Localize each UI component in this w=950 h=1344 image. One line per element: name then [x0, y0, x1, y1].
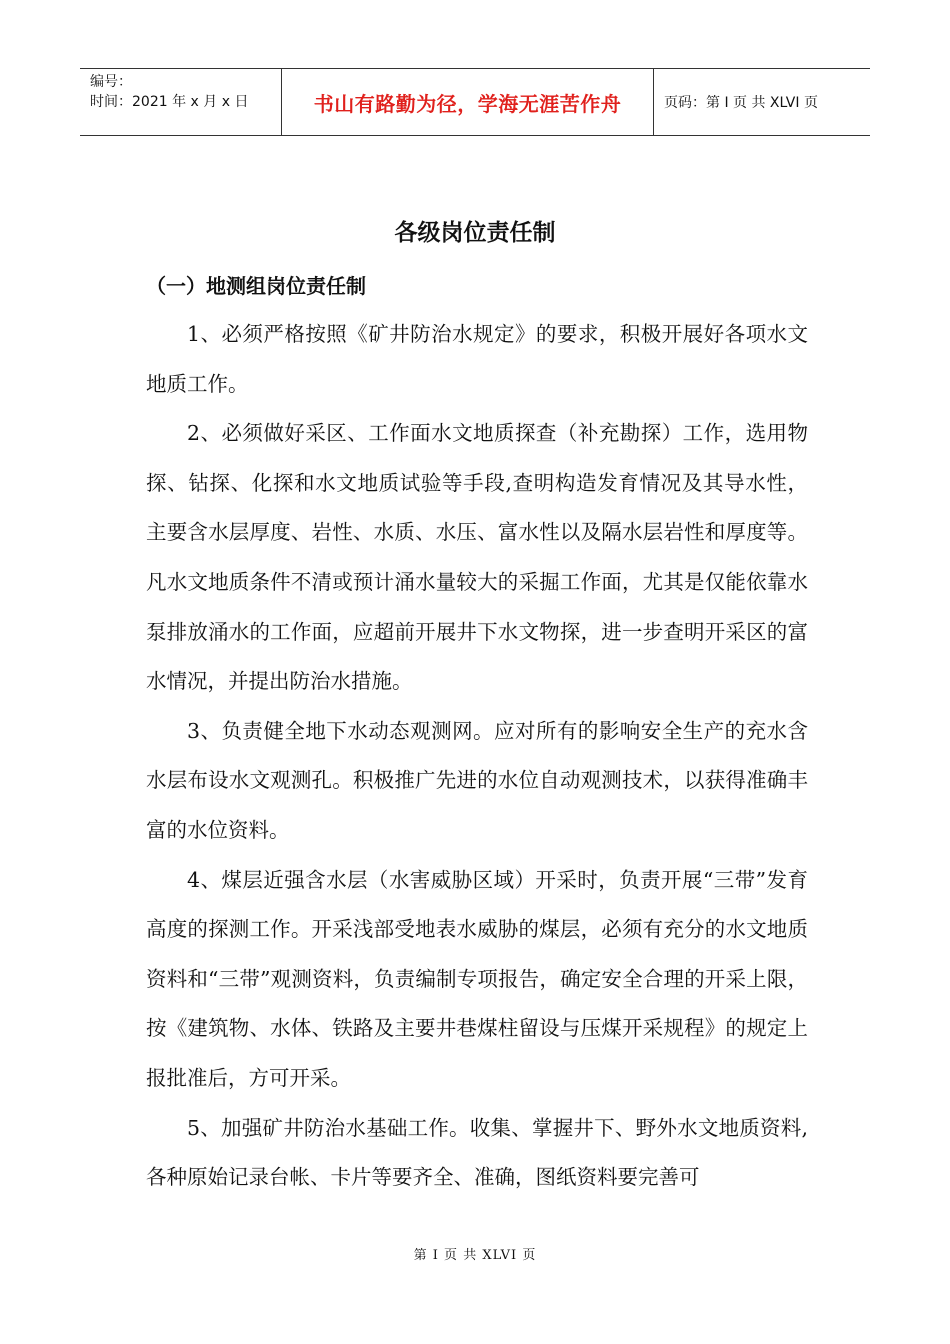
- page-footer: 第 I 页 共 XLVI 页: [413, 1248, 537, 1263]
- header-page-info: 页码：第 I 页 共 XLVI 页: [664, 95, 818, 111]
- document-title: 各级岗位责任制: [394, 220, 556, 246]
- paragraph: 1、必须严格按照《矿井防治水规定》的要求，积极开展好各项水文地质工作。: [146, 322, 808, 396]
- header-meta-cell: [80, 69, 282, 135]
- header-motto: 书山有路勤为径，学海无涯苦作舟: [313, 91, 622, 116]
- serial-number-label: 编号：: [90, 74, 132, 90]
- page-header: [80, 68, 870, 136]
- paragraph: 2、必须做好采区、工作面水文地质探查（补充勘探）工作，选用物探、钻探、化探和水文地质试验等手段,查明构造发育情况及其导水性，主要含水层厚度、岩性、水质、水压、富水性以及隔水层岩性和厚度等。凡水文地质条件不清或预计涌水量较大的采掘工作面，尤其是仅能依靠水泵排放涌水的工作面，应超前开展井下水文物探，进一步查明开采区的富水情况，并提出防治水措施。: [146, 421, 808, 694]
- header-page-cell: [654, 69, 870, 135]
- section-heading: （一）地测组岗位责任制: [146, 274, 366, 298]
- paragraph: 5、加强矿井防治水基础工作。收集、掌握井下、野外水文地质资料,各种原始记录台帐、卡片等要齐全、准确，图纸资料要完善可: [146, 1115, 808, 1190]
- document-body: [146, 310, 808, 1203]
- date-label: 时间：2021 年 x 月 x 日: [90, 94, 249, 110]
- paragraph: 3、负责健全地下水动态观测网。应对所有的影响安全生产的充水含水层布设水文观测孔。积极推广先进的水位自动观测技术，以获得准确丰富的水位资料。: [146, 718, 808, 842]
- header-motto-cell: [282, 69, 654, 135]
- paragraph: 4、煤层近强含水层（水害威胁区域）开采时，负责开展“三带”发育高度的探测工作。开采浅部受地表水威胁的煤层，必须有充分的水文地质资料和“三带”观测资料，负责编制专项报告，确定安全合理的开采上限，按《建筑物、水体、铁路及主要井巷煤柱留设与压煤开采规程》的规定上报批准后，方可开采。: [146, 867, 808, 1090]
